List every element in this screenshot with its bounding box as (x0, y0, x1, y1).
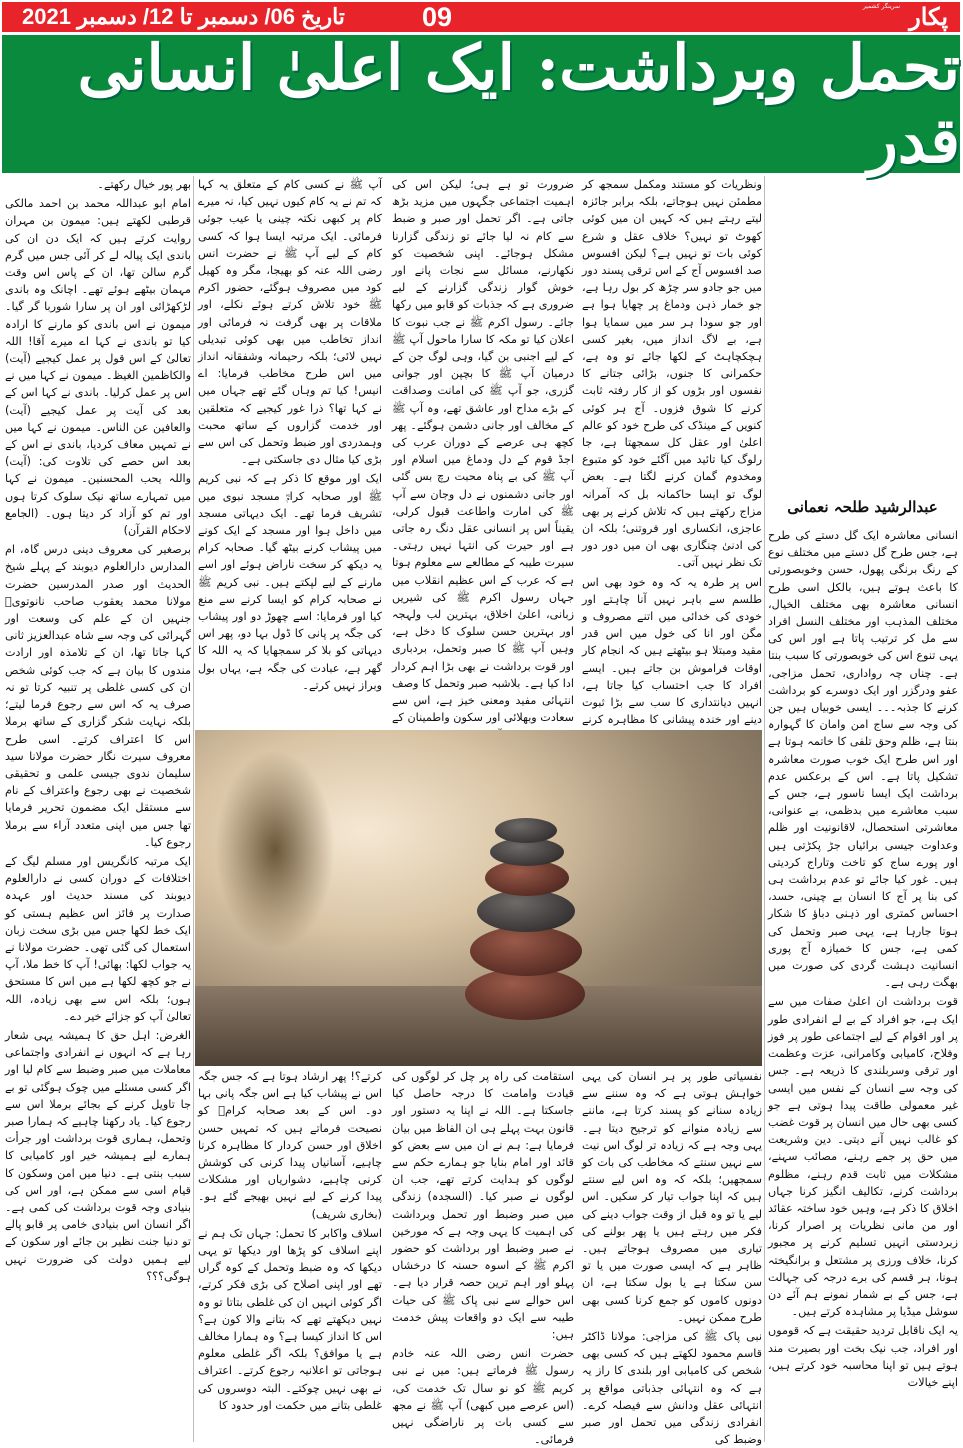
paragraph: استقامت کی راہ پر چل کر لوگوں کی قیادت وامامت کا درجہ حاصل کیا جاسکتا ہے۔ اللہ نے اپنا یہ دستور اور قانون بہت پہلے ہی ان الفاظ میں بیان فرمایا ہے: ہم نے ان میں سے بعض کو قائد اور امام بنایا جو ہمارے حکم سے لوگوں کو ہدایت کرتے تھے، جب ان لوگوں نے صبر کیا۔ (السجدہ) زندگی میں صبر وضبط اور تحمل وبرداشت کی اہمیت کا یہی وجہ ہے کہ مورخین نے صبر وضبط اور برداشت کو حضور اکرم ﷺ کے اسوہ حسنہ کا درخشاں پہلو اور اہم ترین حصہ قرار دیا ہے۔ اس حوالے سے نبی پاک ﷺ کی حیات طیبہ سے ایک دو واقعات پیش خدمت ہیں: (392, 1070, 574, 1342)
paragraph: حضرت انس رضی اللہ عنہ خادم رسول ﷺ فرماتے ہیں: میں نے نبی کریم ﷺ کو نو سال تک خدمت کی، (اس عرصے میں کبھی) آپ ﷺ نے مجھ سے کسی بات پر ناراضگی نہیں فرمائی۔ (392, 1347, 574, 1447)
paragraph: الغرض: اہل حق کا ہمیشہ یہی شعار رہا ہے کہ انہوں نے انفرادی واجتماعی معاملات میں صبر وضبط سے کام لیا اور اگر کسی مسئلے میں چوک ہوگئی تو بے جا تاویل کرنے کے بجائے برملا اس سے رجوع کیا۔ یاد رکھنا چاہیے کہ ہمارا صبر وتحمل، ہماری قوت برداشت اور جرأت ہمارے لیے ہمیشہ خیر اور کامیابی کا سبب بنتی ہے۔ دنیا میں امن وسکون کا قیام اسی سے ممکن ہے، اور اس کی بنیادی وجہ قوت برداشت کی کمی ہے۔ اگر انسان اس بنیادی خامی پر قابو پالے تو دنیا جنت نظیر بن جائے اور سکون کے لیے ہمیں دولت کی ضرورت نہیں ہوگی؟؟؟ (5, 1028, 191, 1283)
paragraph: بھر پور خیال رکھتے۔ (97, 178, 191, 191)
paragraph: برصغیر کی معروف دینی درس گاہ، ام المدارس دارالعلوم دیوبند کے پہلے شیخ الحدیث اور صدر المدرسین حضرت مولانا محمد یعقوب صاحب نانوتویؒ جنہیں ان کے علم کی وسعت اور گہرائی کی وجہ سے شاہ عبدالعزیز ثانی کہا جاتا تھا، ان کے تلامذہ اور ارادت مندوں کا بیان ہے کہ جب کوئی شخص ان کی کسی غلطی پر تنبیہ کرتا تو نہ صرف یہ کہ اس سے رجوع فرما لیتے؛ بلکہ نہایت شکر گزاری کے ساتھ برملا اس کا اعتراف کرتے۔ اسی طرح معروف سیرت نگار حضرت مولانا سید سلیمان ندوی جیسی علمی و تحقیقی شخصیت نے بھی رجوع واعتراف کے نام سے مستقل ایک مضمون تحریر فرمایا تھا جس میں اپنی متعدد آراء سے برملا رجوع کیا۔ (5, 543, 191, 849)
stone (477, 890, 575, 932)
paragraph: ضرورت تو ہے ہی؛ لیکن اس کی اہمیت اجتماعی جگہوں میں مزید بڑھ جاتی ہے۔ اگر تحمل اور صبر و ضبط سے کام نہ لیا جائے تو زندگی گزارنا مشکل ہوجائے۔ اپنی شخصیت کو نکھارنے، مسائل سے نجات پانے اور خوش گوار زندگی گزارنے کے لیے ضروری ہے کہ جذبات کو قابو میں رکھا جائے۔ رسول اکرم ﷺ نے جب نبوت کا اعلان کیا تو مکہ کا سارا ماحول آپ ﷺ کے لیے اجنبی بن گیا، وہی لوگ جن کے درمیان آپ ﷺ کا بچپن اور جوانی گزری، جو آپ ﷺ کی امانت وصداقت کے بڑے مداح اور عاشق تھے، وہ آپ ﷺ کے مخالف اور جانی دشمن ہوگئے۔ پھر کچھ ہی عرصے کے دوران عرب کی اجڈ قوم کے دل ودماغ میں اسلام اور آپ ﷺ کی بے پناہ محبت رچ بس گئی اور جانی دشمنوں نے دل وجان سے آپ ﷺ کی امارت واطاعت قبول کرلی، یقیناً اس پر انسانی عقل دنگ رہ جاتی ہے اور حیرت کی انتہا نہیں رہتی۔ سیرت طیبہ کے مطالعے سے معلوم ہوتا ہے کہ عرب کے اس عظیم انقلاب میں جہاں رسول اکرم ﷺ کی شیریں زبانی، اعلیٰ اخلاق، بہترین لب ولہجہ اور بہترین حسن سلوک کا دخل ہے، وہیں آپ ﷺ کا صبر وتحمل، بردباری اور قوت برداشت نے بھی بڑا اہم کردار ادا کیا ہے۔ بلاشبہ صبر وتحمل کا وصف انتہائی مفید ومعنی خیز ہے، اس سے سعادت وبھلائی اور سکون واطمینان کے (392, 178, 574, 725)
stone (495, 818, 557, 843)
column-4-bottom (582, 1068, 762, 1447)
column-divider (764, 176, 765, 1442)
column-5 (768, 527, 958, 1442)
column-divider (193, 176, 194, 1442)
paragraph: نفسیاتی طور پر ہر انسان کی یہی خواہش ہوتی ہے کہ وہ سننے سے زیادہ سنانے کو پسند کرتا ہے، ماننے سے زیادہ منوانے کو ترجیح دیتا ہے۔ یہی وجہ ہے کہ زیادہ تر لوگ اس نیت سے نہیں سنتے کہ مخاطب کی بات کو سمجھیں؛ بلکہ کہ وہ اس لیے سنتے ہیں کہ اپنا جواب تیار کر سکیں۔ اس لیے یا تو وہ قبل از وقت جواب دینے کی فکر میں رہتے ہیں یا پھر بولنے کی تیاری میں مصروف ہوجاتے ہیں۔ ظاہر ہے کہ ایسی صورت میں یا تو سن سکتا ہے یا بول سکتا ہے، ان دونوں کاموں کو جمع کرنا کسی بھی طرح ممکن نہیں۔ (582, 1070, 762, 1324)
paragraph: قوت برداشت ان اعلیٰ صفات میں سے ایک ہے، جو افراد کے بے لے انفرادی طور پر اور اقوام کے لیے اجتماعی طور پر فوز وفلاح، کامیابی وکامرانی، عزت وعظمت اور ترقی وسربلندی کا ذریعہ ہے۔ جس کی وجہ سے انسان کے نفس میں ایسی غیر معمولی طاقت پیدا ہوتی ہے جو کسی بھی حال میں انسان پر قوت غضب کو غالب نہیں آنے دیتی۔ دین وشریعت میں حق پر جمے رہنے، مصائب سہنے، مشکلات میں ثابت قدم رہنے، مظلوم برداشت کرنے، تکالیف انگیز کرنا جہاں اخلاق کا ذکر ہے، وہیں خود ساختہ عقائد اور من مانی نظریات پر اصرار کرنا، زبردستی انہیں تسلیم کرنے پر مجبور کرنا، خلاف ورزی پر مشتعل و برانگیختہ ہونا، ہر قسم کی برے درجہ کی جہالت ہے، جس کے بے شمار نمونے ہم آئے دن سوشل میڈیا پر مشاہدہ کرتے ہیں۔ (768, 995, 958, 1319)
issue-date: تاریخ 06/ دسمبر تا 12/ دسمبر 2021 (22, 4, 345, 29)
article-headline: تحمل وبرداشت: ایک اعلیٰ انسانی قدر (77, 31, 960, 177)
column-3-bottom (392, 1068, 574, 1447)
paragraph: انسانی معاشرہ ایک گل دستے کی طرح ہے، جس طرح گل دستے میں مختلف نوع کے رنگ برنگی پھول، حسن وخوبصورتی کا باعث ہوتے ہیں، بالکل اسی طرح انسانی معاشرہ بھی مختلف الخیال، مختلف المذہب اور مختلف النسل افراد سے مل کر ترتیب پاتا ہے اور اس کی یہی تنوع اس کی خوبصورتی کا سبب بنتا ہے۔ چناں چہ رواداری، تحمل مزاجی، عفو ودرگزر اور ایک دوسرے کو برداشت کرنے کا جذبہ۔۔۔ ایسی خوبیاں ہیں جن کی وجہ سے ساج امن وامان کا گہوارہ بنتا ہے، ظلم وحق تلفی کا خاتمہ ہوتا ہے اور اس طرح ایک خوب صورت معاشرہ تشکیل پاتا ہے۔ اس کے برعکس عدم برداشت ایک ایسا ناسور ہے، جس کے سبب معاشرے میں بدظمی، بے عنوانی، معاشرتی استحصال، لاقانونیت اور ظلم وعداوت جیسی برائیاں جڑ پکڑتی ہیں اور پورے ساج کو تاخت وتاراج کردیتی ہیں۔ غور کیا جائے تو عدم برداشت ہی کی بنا پر آج کا انسان بے چینی، حسد، احساس کمتری اور ذہنی دباؤ کا شکار ہوتا جارہا ہے، یہی صبر وتحمل کی کمی ہے، جس کا خمیازہ آج پوری انسانیت دہشت گردی کی صورت میں بھگت رہی ہے۔ (768, 529, 958, 990)
stone (470, 926, 582, 976)
paragraph: کرتے؟! پھر ارشاد ہوتا ہے کہ جس جگہ اس نے پیشاب کیا ہے اس جگہ پانی بہا دو۔ اس کے بعد صحابہ کرامؓ کو نصیحت فرماتے ہیں کہ تمہیں حسن اخلاق اور حسن کردار کا مظاہرہ کرنا چاہیے، آسانیاں پیدا کرنی کی کوشش کرنی چاہیے، دشواریاں اور مشکلات پیدا کرنے کے لیے نہیں بھیجے گئے ہو۔ (بخاری شریف) (198, 1070, 382, 1221)
newspaper-logo: پکار (909, 2, 948, 31)
headline-banner (2, 31, 960, 177)
paragraph: امام ابو عبداللہ محمد بن احمد مالکی قرطبی لکھتے ہیں: میمون بن مہران روایت کرتے ہیں کہ ایک دن ان کی باندی ایک پیالہ لے کر آئی جس میں گرم گرم سالن تھا، ان کے پاس اس وقت مہمان بیٹھے ہوئے تھے۔ اچانک وہ باندی لڑکھڑائی اور ان پر سارا شوربا گر گیا۔ میمون نے اس باندی کو مارنے کا ارادہ کیا تو باندی نے کہا اے میرے آقا! اللہ تعالیٰ کے اس قول پر عمل کیجیے (آیت) والکاظمین الغیظ۔ میمون نے کہا میں نے اس پر عمل کرلیا۔ باندی نے کہا اس کے بعد کی آیت پر عمل کیجیے (آیت) والعافین عن الناس۔ میمون نے کہا میں نے تمہیں معاف کردیا، باندی نے اس کے بعد اس حصے کی تلاوت کی: (آیت) واللہ یحب المحسنین۔ میمون نے کہا میں تمہارے ساتھ نیک سلوک کرتا ہوں اور تم کو آزاد کر دیتا ہوں۔ (الجامع لاحکام القرآن) (5, 197, 191, 538)
column-2-top (198, 176, 382, 728)
page-number: 09 (422, 2, 453, 32)
paragraph: آپ ﷺ نے کسی کام کے متعلق یہ کہا کہ تم نے یہ کام کیوں نہیں کیا، نہ میرے کام پر کبھی نکتہ چینی یا عیب جوئی فرمائی۔ ایک مرتبہ ایسا ہوا کہ کسی کام کے لیے آپ ﷺ نے حضرت انس رضی اللہ عنہ کو بھیجا، مگر وہ کھیل کود میں مصروف ہوگئے، حضور اکرم ﷺ خود تلاش کرتے ہوئے نکلے، اور ملاقات پر بھی گرفت نہ فرمائی اور انداز تخاطب میں بھی کوئی تبدیلی نہیں لائی؛ بلکہ رحیمانہ وشفقانہ انداز میں اس طرح مخاطب فرمایا: اے انیس! کیا تم وہاں گئے تھے جہاں میں نے کہا تھا؟ ذرا غور کیجیے کہ متعلقین اور خدمت گزاروں کے ساتھ محبت وہمدردی اور ضبط وتحمل کی اس سے بڑی کیا مثال دی جاسکتی ہے۔ (198, 178, 382, 467)
stacked-stones-photo (195, 730, 762, 1066)
blurred-foliage (215, 750, 335, 950)
paragraph: ایک مرتبہ کانگریس اور مسلم لیگ کے اختلافات کے دوران کسی نے دارالعلوم دیوبند کی مسند حدیث اور عہدہ صدارت پر فائز اس عظیم ہستی کو ایک خط لکھا جس میں بڑی سخت زبان استعمال کی گئی تھی۔ حضرت مولانا نے یہ جواب لکھا: بھائی! آپ کا خط ملا، آپ نے جو کچھ لکھا ہے میں اس کا مستحق ہوں؛ بلکہ اس سے بھی زیادہ، اللہ تعالیٰ آپ کو جزائے خیر دے۔ (5, 854, 191, 1023)
paragraph: یہ ایک ناقابل تردید حقیقت ہے کہ قوموں اور افراد، جب نیک بخت اور بصیرت مند ہوتے ہیں تو اپنا محاسبہ خود کرتے ہیں، اپنے خیالات (768, 1324, 958, 1389)
paragraph: نبی پاک ﷺ کی مزاجی: مولانا ڈاکٹر قاسم محمود لکھتے ہیں کہ کسی بھی شخص کی کامیابی اور بلندی کا راز یہ ہے کہ وہ انتہائی جذباتی مواقع پر انتہائی عقل ودانش سے فیصلہ کرے۔ انفرادی زندگی میں تحمل اور صبر وضبط کی (582, 1330, 762, 1447)
column-2-bottom (198, 1068, 382, 1442)
paragraph: اس پر طرہ یہ کہ وہ خود بھی اس طلسم سے باہر نہیں آنا چاہتے اور خودی کی خدائی میں اتنے مصروف و مگن اور انا کی خول میں اس قدر مقید ومبتلا ہو بیٹھتے ہیں کہ انجام کار اوقات فراموش بن جاتے ہیں۔ ایسے افراد کا جب احتساب کیا جاتا ہے، انہیں دیانتداری کا سب سے بڑا ثبوت دینے اور خندہ پیشانی کا مظاہرہ کرنے (582, 575, 762, 727)
column-1 (5, 176, 191, 1442)
column-4-top (582, 176, 762, 728)
author-byline: عبدالرشید طلحہ نعمانی (787, 498, 938, 516)
column-3-top (392, 176, 574, 728)
paragraph: ایک اور موقع کا ذکر ہے کہ نبی کریم ﷺ اور صحابہ کرامؓ مسجد نبوی میں تشریف فرما تھے۔ ایک دیہاتی مسجد میں داخل ہوا اور مسجد کے ایک کونے میں پیشاب کرنے بیٹھ گیا۔ صحابہ کرام یہ دیکھ کر سخت ناراض ہوئے اور اسے مارنے کے لیے لپکتے ہیں۔ نبی کریم ﷺ نے صحابہ کرام کو ایسا کرنے سے منع کیا اور فرمایا: اسے چھوڑ دو اور پیشاب کی جگہ پر پانی کا ڈول بہا دو، پھر اس دیہاتی کو بلا کر سمجھایا کہ یہ اللہ کا گھر ہے، عبادت کی جگہ ہے، یہاں بول وبراز نہیں کرتے۔ (198, 472, 382, 692)
logo-tagline: سرینگر کشمیر (862, 3, 900, 10)
paragraph: ونظریات کو مستند ومکمل سمجھ کر مطمئن نہیں ہوجاتے، بلکہ برابر جائزہ لیتے رہتے ہیں کہ کہیں ان میں کوئی کھوٹ تو نہیں؟ خلاف عقل و شرع کوئی بات تو نہیں ہے؟ لیکن افسوس صد افسوس آج کے اس ترقی پسند دور میں جو جادو سر چڑھ کر بول رہا ہے، جو خمار ذہن ودماغ پر چھایا ہوا ہے اور جو سودا ہر سر میں سمایا ہوا ہے، بے لاگ انداز میں، بغیر کسی ہچکچاہٹ کے لکھا جائے تو وہ ہے، حکمرانی کا جنوں، بڑائی جتانے کا نفسوں اور بڑوں کو از کار رفتہ ثابت کرنے کا شوق فزوں۔ آج ہر کوئی کنویں کے مینڈک کی طرح خود کو عالم اعلیٰ اور عقل کل سمجھتا ہے، جا رلوگ کیا تائید میں آگئے خود کو متبوع ومخدوم گمان کرنے لگتا ہے۔ بعض لوگ تو ایسا حاکمانہ بل کہ آمرانہ مزاج رکھتے ہیں کہ تلاش کرنے پر بھی عاجزی، انکساری اور فروتنی؛ بلکہ ان کی ادنیٰ چنگاری بھی ان میں دور دور تک نظر نہیں آتی۔ (582, 178, 762, 570)
masthead-bar (2, 2, 960, 32)
paragraph: اسلاف واکابر کا تحمل: جہاں تک ہم نے اپنے اسلاف کو پڑھا اور دیکھا تو یہی دیکھا کہ وہ ضبط وتحمل کے کوہ گراں تھے اور اپنی اصلاح کی بڑی فکر کرتے، اگر کوئی انہیں ان کی غلطی بتاتا تو وہ نہیں دیکھتے تھے کہ بتانے والا کون ہے؟ اس کا انداز کیسا ہے؟ وہ ہمارا مخالف ہے یا موافق؟ بلکہ اگر غلطی معلوم ہوجاتی تو اعلانیہ رجوع کرتے۔ اعتراف نے بھی نہیں چوکتے۔ البتہ دوسروں کی غلطی بتانے میں حکمت اور حدود کا (198, 1226, 382, 1412)
